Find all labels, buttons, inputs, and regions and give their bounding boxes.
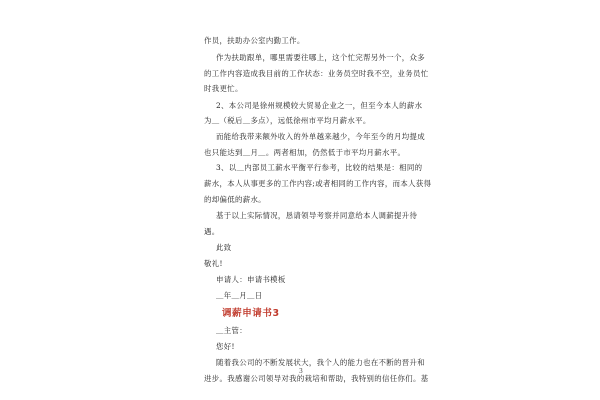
body-line: 薪水，本人从事更多的工作内容;或者相同的工作内容，而本人获得 [204, 179, 432, 188]
body-line: 为＿（税后＿多点），远低徐州市平均月薪水平。 [204, 116, 371, 125]
page-number: 3 [299, 368, 303, 375]
greeting-line: 您好! [216, 342, 235, 351]
section-heading: 调薪申请书3 [222, 308, 280, 319]
body-line: 作为扶助跟单，哪里需要往哪上，这个忙完帮另外一个，众多 [216, 53, 425, 62]
body-line: 时我更忙。 [204, 84, 243, 93]
applicant-line: 申请人：申请书模板 [216, 275, 286, 284]
body-line: 遇。 [204, 227, 220, 236]
body-line: 而能给我带来额外收入的外单越来越少，今年至今的月均提成 [216, 132, 425, 141]
closing-salutation: 此致 [216, 243, 232, 252]
date-line: ＿年＿月＿日 [216, 291, 263, 300]
body-line: 也只能达到＿月＿。两者相加，仍然低于市平均月薪水平。 [204, 148, 406, 157]
body-line: 的工作内容造成我目前的工作状态：业务员空时我不空，业务员忙 [204, 69, 429, 78]
body-line: 作员，扶助办公室内勤工作。 [204, 36, 305, 45]
body-line: 的却偏低的薪水。 [204, 195, 266, 204]
body-line: 2、本公司是徐州规模较大贸易企业之一，但至今本人的薪水 [216, 101, 423, 110]
closing-regards: 敬礼! [204, 259, 223, 268]
body-line: 3、以＿内部员工薪水平衡平行参考，比较的结果是：相同的 [216, 163, 423, 172]
recipient-line: ＿主管： [216, 326, 247, 335]
body-line: 进步。我感谢公司领导对我的栽培和帮助，我特别的信任你们。基 [204, 374, 429, 383]
body-line: 随着我公司的不断发展状大，我个人的能力也在不断的晋升和 [216, 358, 425, 367]
body-line: 基于以上实际情况，恳请领导考察并同意给本人调薪提升待 [216, 211, 418, 220]
